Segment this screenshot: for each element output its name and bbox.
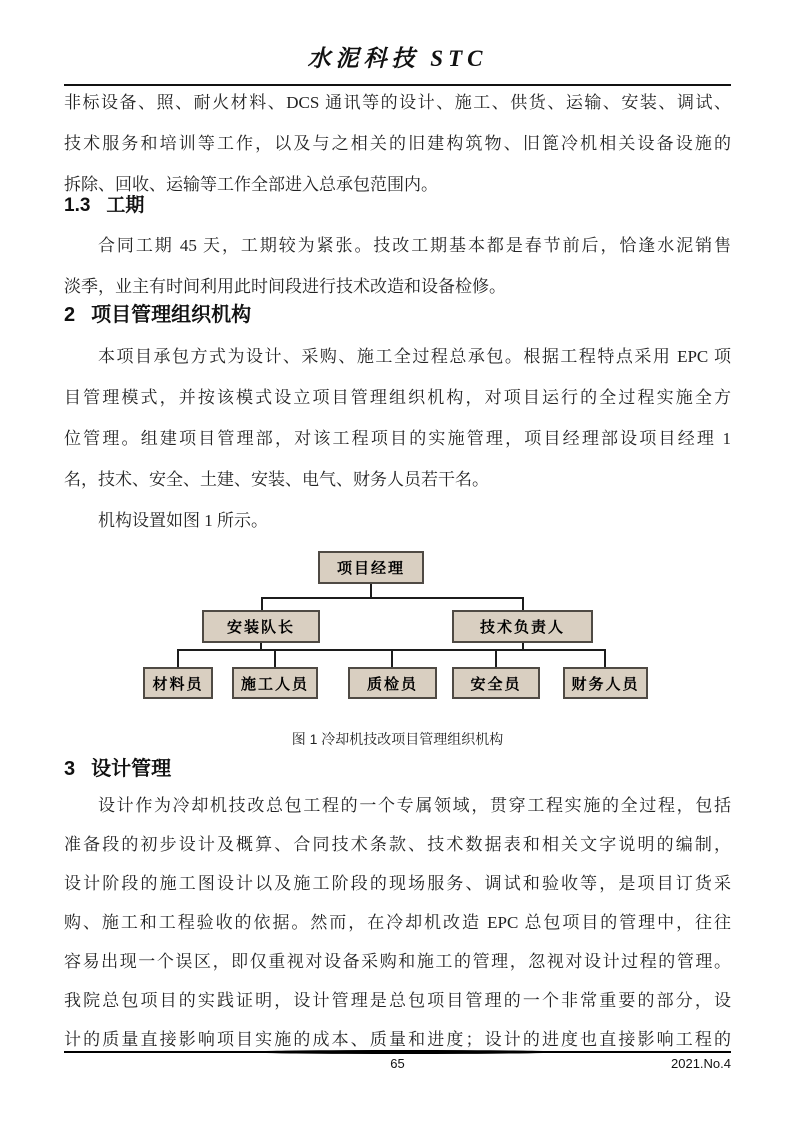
figure-reference-line: 机构设置如图 1 所示。 (98, 511, 268, 530)
section-number: 1.3 (64, 195, 91, 216)
connector-line (604, 650, 606, 667)
figure-caption: 图 1 冷却机技改项目管理组织机构 (291, 731, 504, 747)
org-box-project-manager: 项目经理 (318, 551, 424, 584)
body-line: 我院总包项目的实践证明，设计管理是总包项目管理的一个非常重要的部分，设 (64, 991, 731, 1010)
body-line: 准备段的初步设计及概算、合同技术条款、技术数据表和相关文字说明的编制， (64, 835, 731, 854)
footer-rule (64, 1050, 731, 1054)
connector-line (177, 650, 179, 667)
body-line: 本项目承包方式为设计、采购、施工全过程总承包。根据工程特点采用 EPC 项 (98, 347, 731, 366)
body-line: 设计阶段的施工图设计以及施工阶段的现场服务、调试和验收等，是项目订货采 (64, 874, 731, 893)
body-line: 合同工期 45 天，工期较为紧张。技改工期基本都是春节前后，恰逢水泥销售 (98, 236, 731, 255)
body-line: 非标设备、照、耐火材料、DCS 通讯等的设计、施工、供货、运输、安装、调试、 (64, 93, 731, 112)
section-3-paragraph (64, 786, 731, 1059)
body-line: 计的质量直接影响项目实施的成本、质量和进度；设计的进度也直接影响工程的 (64, 1030, 731, 1049)
section-number: 2 (64, 304, 76, 326)
body-line: 目管理模式，并按该模式设立项目管理组织机构，对项目运行的全过程实施全方 (64, 388, 731, 407)
body-line: 容易出现一个误区，即仅重视对设备采购和施工的管理，忽视对设计过程的管理。 (64, 952, 731, 971)
connector-line (261, 597, 524, 599)
org-box-finance-staff: 财务人员 (563, 667, 648, 699)
connector-line (274, 650, 276, 667)
section-heading-1-3 (64, 192, 731, 220)
body-line: 技术服务和培训等工作，以及与之相关的旧建构筑物、旧篦冷机相关设备设施的 (64, 134, 731, 153)
body-line: 设计作为冷却机技改总包工程的一个专属领域，贯穿工程实施的全过程，包括 (98, 796, 731, 815)
section-1-3-paragraph (64, 225, 731, 307)
org-box-safety-officer: 安全员 (452, 667, 540, 699)
section-title: 工期 (106, 195, 145, 216)
intro-paragraph (64, 82, 731, 205)
issue-label: 2021.No.4 (671, 1056, 731, 1071)
body-line: 淡季，业主有时间利用此时间段进行技术改造和设备检修。 (64, 277, 506, 296)
connector-line (495, 650, 497, 667)
footer (64, 1056, 731, 1074)
connector-line (391, 650, 393, 667)
org-box-construction-staff: 施工人员 (232, 667, 318, 699)
journal-title: 水泥科技 STC (307, 46, 488, 71)
connector-line (370, 584, 372, 598)
page-number: 65 (390, 1056, 405, 1071)
section-title: 项目管理组织机构 (91, 304, 252, 326)
section-2-paragraph (64, 336, 731, 541)
section-number: 3 (64, 758, 76, 780)
body-line: 拆除、回收、运输等工作全部进入总承包范围内。 (64, 175, 438, 194)
footer-rule-bulge (251, 1050, 558, 1054)
org-chart-figure (64, 545, 731, 703)
section-title: 设计管理 (91, 758, 172, 780)
org-box-technical-lead: 技术负责人 (452, 610, 593, 643)
org-box-quality-inspector: 质检员 (348, 667, 437, 699)
section-heading-3 (64, 754, 731, 784)
body-line: 名，技术、安全、土建、安装、电气、财务人员若干名。 (64, 470, 489, 489)
body-line: 购、施工和工程验收的依据。然而，在冷却机改造 EPC 总包项目的管理中，往往 (64, 913, 731, 932)
org-box-materials-staff: 材料员 (143, 667, 213, 699)
section-heading-2 (64, 300, 731, 330)
body-line: 位管理。组建项目管理部，对该工程项目的实施管理，项目经理部设项目经理 1 (64, 429, 731, 448)
org-box-install-team-lead: 安装队长 (202, 610, 320, 643)
connector-line (261, 598, 263, 610)
connector-line (522, 598, 524, 610)
